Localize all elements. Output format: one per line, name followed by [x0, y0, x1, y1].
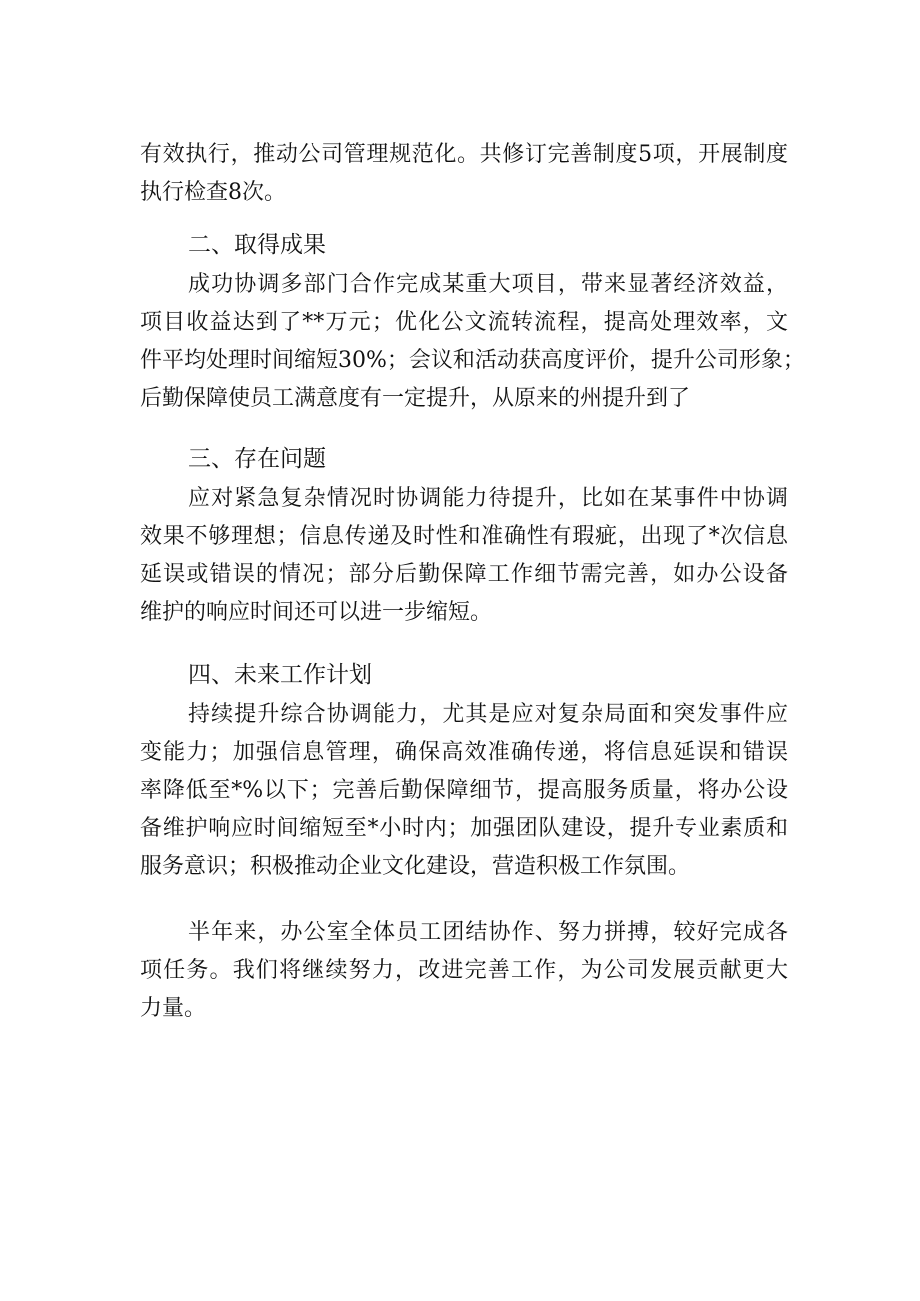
intro-paragraph — [140, 136, 788, 212]
paragraph-line: 服务意识；积极推动企业文化建设，营造积极工作氛围。 — [140, 854, 691, 879]
paragraph-line: 项目收益达到了**万元；优化公文流转流程，提高处理效率，文 — [140, 310, 788, 335]
future-plan-paragraph — [140, 696, 788, 886]
section-heading-problems: 三、存在问题 — [188, 446, 326, 472]
paragraph-line: 效果不够理想；信息传递及时性和准确性有瑕疵，出现了*次信息 — [140, 524, 788, 549]
paragraph-line: 变能力；加强信息管理，确保高效准确传递，将信息延误和错误 — [140, 740, 788, 765]
paragraph-line: 应对紧急复杂情况时协调能力待提升，比如在某事件中协调 — [188, 486, 788, 511]
section-heading-achievements: 二、取得成果 — [188, 232, 326, 258]
conclusion-paragraph — [140, 914, 788, 1028]
paragraph-line: 持续提升综合协调能力，尤其是应对复杂局面和突发事件应 — [188, 702, 788, 727]
achievements-paragraph — [140, 266, 805, 418]
paragraph-line: 延误或错误的情况；部分后勤保障工作细节需完善，如办公设备 — [140, 562, 788, 587]
paragraph-line: 备维护响应时间缩短至*小时内；加强团队建设，提升专业素质和 — [140, 816, 788, 841]
problems-paragraph — [140, 480, 788, 632]
paragraph-line: 件平均处理时间缩短30%；会议和活动获高度评价，提升公司形象； — [140, 348, 805, 373]
paragraph-line: 执行检查8次。 — [140, 180, 286, 205]
paragraph-line: 有效执行，推动公司管理规范化。共修订完善制度5项，开展制度 — [140, 142, 788, 167]
paragraph-line: 项任务。我们将继续努力，改进完善工作，为公司发展贡献更大 — [140, 958, 788, 983]
paragraph-line: 力量。 — [140, 996, 207, 1021]
section-heading-future-plan: 四、未来工作计划 — [188, 662, 372, 688]
paragraph-line: 半年来，办公室全体员工团结协作、努力拼搏，较好完成各 — [188, 920, 788, 945]
paragraph-line: 成功协调多部门合作完成某重大项目，带来显著经济效益， — [188, 272, 788, 297]
paragraph-line: 维护的响应时间还可以进一步缩短。 — [140, 600, 493, 625]
paragraph-line: 率降低至*%以下；完善后勤保障细节，提高服务质量，将办公设 — [140, 778, 788, 803]
paragraph-line: 后勤保障使员工满意度有一定提升，从原来的州提升到了 — [140, 386, 691, 411]
